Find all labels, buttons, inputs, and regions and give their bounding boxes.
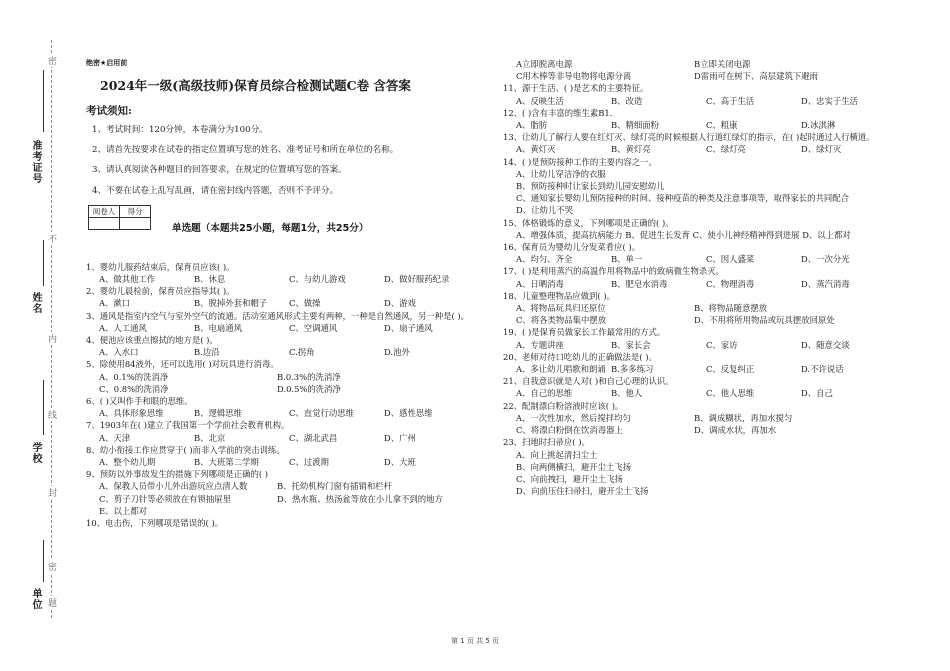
unit-fill-line <box>43 540 44 582</box>
option: D、不用将所用物品或玩具摆放回原处 <box>694 315 835 326</box>
option: A、入水口 <box>99 347 139 358</box>
question-block <box>503 217 923 241</box>
option-row <box>516 387 923 399</box>
option: C、因人盛菜 <box>706 254 755 265</box>
option: A、天津 <box>99 432 131 443</box>
seal-mark: 线 <box>46 410 56 419</box>
question-text: 16、保育员为婴幼儿分发菜肴应( )。 <box>503 242 641 253</box>
exam-no-fill-line <box>43 70 44 132</box>
option-row <box>516 339 923 351</box>
option: B.多多练习 <box>611 364 654 375</box>
question-block <box>86 261 491 285</box>
question-block <box>503 400 923 437</box>
option-row: A、增强体质，提高抗病能力 B、促进生长发育 C、使小儿神经精神得到进展 D、以上都对 <box>516 229 851 240</box>
option-row <box>516 412 923 424</box>
option: B、逻辑思维 <box>194 408 243 419</box>
option: D、调成水状，再加水 <box>694 425 777 436</box>
option: C、他人思维 <box>706 388 755 399</box>
option: D、做好服药纪录 <box>384 274 450 285</box>
school-fill-line <box>43 380 44 435</box>
option: B立即关闭电源 <box>694 59 751 69</box>
question-block <box>86 395 491 419</box>
option: B、将物品随意摆放 <box>694 303 768 314</box>
option-row: A、向上挑起清扫尘土 <box>516 449 598 460</box>
option: A、多让幼儿唱歌和朗诵 <box>516 364 606 375</box>
notice-item: 2、请首先按要求在试卷的指定位置填写您的姓名、准考证号和所在单位的名称。 <box>92 145 399 156</box>
option-row <box>516 302 923 314</box>
option: B、家长会 <box>611 339 651 350</box>
option-row <box>516 143 923 155</box>
section-title: 单选题（本题共25小题，每题1分，共25分） <box>172 222 369 234</box>
option: C、将各类物品集中摆放 <box>516 315 607 326</box>
question-text: 7、1903年在( )建立了我国第一个学前社会教育机构。 <box>86 420 290 431</box>
question-block <box>503 436 923 497</box>
exam-no-label: 准考证号 <box>30 140 41 184</box>
option: C、空调通风 <box>289 322 338 333</box>
option: D、随意交谈 <box>801 339 850 350</box>
score-area <box>86 205 491 235</box>
option-row <box>516 278 923 290</box>
option: D.0.5%的洗消净 <box>277 383 341 394</box>
option: B.0.3%的洗消净 <box>277 371 341 382</box>
option: A、脂肪 <box>516 120 548 131</box>
seal-mark: 内 <box>46 334 56 343</box>
page-footer: 第 1 页 共 5 页 <box>450 637 500 645</box>
question-text: 15、体格锻炼的意义，下列哪项是正确的( )。 <box>503 217 674 228</box>
option: C、湖北武昌 <box>289 432 338 443</box>
option: C、反复纠正 <box>706 364 755 375</box>
option-row: C、通知家长婴幼儿预防接种的时间、接种疫苗的种类及注意事项等，取得家长的共同配合 <box>516 193 850 204</box>
question-text: 11、源于生活、( )是艺术的主要特征。 <box>503 83 649 94</box>
question-text: 1、婴幼儿服药结束后，保育员应该( )。 <box>86 261 235 272</box>
option: A、整个幼儿期 <box>99 457 156 468</box>
option-row <box>99 322 491 334</box>
reviewer-cell: 阅卷人 <box>89 205 120 217</box>
option: A、均匀、齐全 <box>516 254 573 265</box>
option: B、他人 <box>611 388 643 399</box>
option: C、直觉行动思维 <box>289 408 355 419</box>
option-row <box>99 432 491 444</box>
secret-mark: 绝密★启用前 <box>86 59 128 67</box>
option: B、大班第二学期 <box>194 457 259 468</box>
option: A、一次性加水，然后搅拌均匀 <box>516 412 631 423</box>
option-row: B、向两侧横扫，避开尘土飞扬 <box>516 461 632 472</box>
score-cell: 得分 <box>120 205 151 217</box>
option-row <box>516 424 923 436</box>
question-block <box>503 241 923 265</box>
option: C、绿灯亮 <box>706 144 746 155</box>
question-block <box>503 156 923 217</box>
option: A、黄灯灭 <box>516 144 556 155</box>
binding-margin <box>8 40 60 618</box>
option: A、保教人员带小儿外出游玩应点清人数 <box>99 481 248 492</box>
notice-heading: 考试须知: <box>86 105 132 117</box>
question-block <box>86 419 491 443</box>
notice-item: 3、请认真阅读各种题目的回答要求，在规定的位置填写您的答案。 <box>92 165 347 176</box>
option-row: D、向前压住扫帚扫，避开尘土飞扬 <box>516 486 649 497</box>
question-text: 18、儿童整理物品应做到( )。 <box>503 290 615 301</box>
option-row <box>99 273 491 285</box>
option: C、家访 <box>706 339 738 350</box>
option: C、剪子刀针等必须放在有锁抽屉里 <box>99 493 232 504</box>
option: B、电扇通风 <box>194 322 243 333</box>
option: B、托幼机构门窗有插销和栏杆 <box>277 481 393 492</box>
option: A、漱口 <box>99 298 131 309</box>
option-row: E、以上都对 <box>99 505 147 516</box>
option-row <box>99 407 491 419</box>
option-row: C、向前拽扫，避开尘土飞扬 <box>516 473 623 484</box>
question-text: 2、婴幼儿晨检前，保育员应指导其( )。 <box>86 286 235 297</box>
option: C、与幼儿游戏 <box>289 274 346 285</box>
option: C、物理消毒 <box>706 278 755 289</box>
option-row: A、让幼儿穿洁净的衣服 <box>516 168 606 179</box>
question-text: 9、预防以外事故发生的措施下列哪项是正确的( ) <box>86 469 269 480</box>
option: A、专题讲座 <box>516 339 564 350</box>
option: A、人工通风 <box>99 322 147 333</box>
school-label: 学校 <box>30 442 41 464</box>
question-text: 20、老师对待口吃幼儿的正确做法是( )。 <box>503 351 657 362</box>
option: B、休息 <box>194 274 226 285</box>
option-row <box>516 70 923 82</box>
question-text: 10、电击伤，下列哪项是错误的( )。 <box>86 518 224 529</box>
option: D雷雨可在树下、高层建筑下避雨 <box>694 71 818 82</box>
option-row <box>516 314 923 326</box>
option: B、北京 <box>194 432 226 443</box>
option: D、感性思维 <box>384 408 433 419</box>
seal-mark: 不 <box>46 234 56 243</box>
option: A立即脱离电源 <box>516 59 573 69</box>
unit-label: 单位 <box>30 588 41 610</box>
seal-mark: 密 <box>46 56 56 65</box>
question-block <box>503 82 923 106</box>
option: C、高于生活 <box>706 95 755 106</box>
option: B.边沿 <box>194 347 220 358</box>
option: B、黄灯亮 <box>611 144 651 155</box>
question-text: 13、让幼儿了解行人要在红灯灭、绿灯亮的时候根据人行道红绿灯的指示，在( )起时通过人行横道。 <box>503 132 875 143</box>
question-text: 5、除使用84液外，还可以选用( )对玩具进行消毒。 <box>86 359 279 370</box>
option: D、蒸汽消毒 <box>801 278 850 289</box>
question-block <box>86 310 491 334</box>
name-fill-line <box>43 240 44 286</box>
option-row: B、预防接种时让家长到幼儿园安慰幼儿 <box>516 181 665 192</box>
question-block <box>86 334 491 358</box>
option: D、大班 <box>384 457 416 468</box>
option: D、绿灯灭 <box>801 144 842 155</box>
option-row <box>516 253 923 265</box>
option: C.拐角 <box>289 347 315 358</box>
score-blank[interactable] <box>120 217 151 229</box>
option: D.冰淇淋 <box>801 120 836 131</box>
option-row <box>99 493 491 505</box>
option: A、将物品玩具归还原位 <box>516 303 606 314</box>
question-text: 4、便池应该重点擦拭的地方是( )。 <box>86 335 218 346</box>
option: B、精细面粉 <box>611 120 660 131</box>
notice-item: 1、考试时间：120分钟，本卷满分为100分。 <box>92 125 268 135</box>
seal-mark: 题 <box>46 598 56 607</box>
question-text: 21、自我意识就是人对( )和自己心理的认识。 <box>503 376 674 387</box>
question-block <box>503 107 923 131</box>
left-column <box>86 58 491 529</box>
option: B、改造 <box>611 95 643 106</box>
question-block <box>503 58 923 82</box>
score-table <box>88 205 151 230</box>
option: D、游戏 <box>384 298 416 309</box>
question-block <box>86 358 491 395</box>
option: A、做其他工作 <box>99 274 156 285</box>
name-label: 姓名 <box>30 292 41 314</box>
option-row <box>99 346 491 358</box>
option: D、忠实于生活 <box>801 95 858 106</box>
question-block <box>86 517 491 529</box>
option: C、做操 <box>289 298 321 309</box>
reviewer-blank[interactable] <box>89 217 120 229</box>
option: D、扇子通风 <box>384 322 433 333</box>
seal-mark: 密 <box>46 562 56 571</box>
option-row <box>99 383 491 395</box>
question-text: 12、( )含有丰富的维生素B1. <box>503 107 613 118</box>
option: D、热水瓶、热汤盆等放在小儿拿不到的地方 <box>277 493 443 504</box>
option: D.池外 <box>384 347 410 358</box>
question-text: 14、( )是预防接种工作的主要内容之一。 <box>503 156 657 167</box>
left-question-list <box>86 261 491 529</box>
question-block <box>503 290 923 327</box>
question-block <box>503 131 923 155</box>
option-row <box>516 95 923 107</box>
option-row <box>99 371 491 383</box>
notice-item: 4、不要在试卷上乱写乱画，请在密封线内答题，否则不予评分。 <box>92 185 339 196</box>
question-text: 6、( )又叫作手和眼的思维。 <box>86 396 193 407</box>
option: A、日晒消毒 <box>516 278 564 289</box>
option: D.不许说话 <box>801 364 844 375</box>
question-text: 17、( )是利用蒸汽的高温作用将物品中的致病微生物杀灭。 <box>503 266 724 277</box>
option: D、自己 <box>801 388 833 399</box>
option: B、单一 <box>611 254 643 265</box>
question-block <box>503 326 923 350</box>
question-text: 19、( )是保育员做家长工作最常用的方式。 <box>503 327 666 338</box>
option: B、调成糊状，再加水搅匀 <box>694 412 793 423</box>
option-row <box>99 456 491 468</box>
option: D、一次分光 <box>801 254 850 265</box>
option: B、脱掉外套和帽子 <box>194 298 268 309</box>
option: C、0.8%的洗消净 <box>99 383 169 394</box>
question-text: 8、幼小衔接工作应贯穿于( )而非入学前的突击训练。 <box>86 444 285 455</box>
option: A、具体形象思维 <box>99 408 164 419</box>
question-text: 23、扫地时扫帚应( )。 <box>503 437 590 448</box>
seal-dashed-line <box>51 40 52 618</box>
question-text: 3、通风是指室内空气与室外空气的流通。活动室通风形式主要有两种，一种是自然通风，另一种是( )。 <box>86 310 470 321</box>
right-question-list <box>503 58 923 497</box>
seal-mark: 封 <box>46 488 56 497</box>
option: D、广州 <box>384 432 416 443</box>
question-block <box>503 351 923 375</box>
question-text: 22、配制漂白粉溶液时应该( )。 <box>503 400 624 411</box>
exam-title: 2024年一级(高级技师)保育员综合检测试题C卷 含答案 <box>100 78 411 93</box>
option: C、过渡期 <box>289 457 329 468</box>
option-row <box>516 119 923 131</box>
option: B、肥皂水消毒 <box>611 278 668 289</box>
option-row: D、让幼儿不哭 <box>516 205 573 216</box>
option: C用木棒等非导电物将电源分离 <box>516 71 632 82</box>
option: C、粗康 <box>706 120 738 131</box>
option: A、自己的思维 <box>516 388 573 399</box>
option-row <box>516 58 923 70</box>
question-block <box>86 285 491 309</box>
option-row <box>516 363 923 375</box>
option-row <box>99 480 491 492</box>
question-block <box>86 444 491 468</box>
question-block <box>503 375 923 399</box>
option: C、将漂白粉倒在饮消毒器上 <box>516 425 623 436</box>
question-block <box>503 265 923 289</box>
question-block <box>86 468 491 517</box>
option: A、0.1%的洗消净 <box>99 371 169 382</box>
option: A、反映生活 <box>516 95 564 106</box>
option-row <box>99 297 491 309</box>
